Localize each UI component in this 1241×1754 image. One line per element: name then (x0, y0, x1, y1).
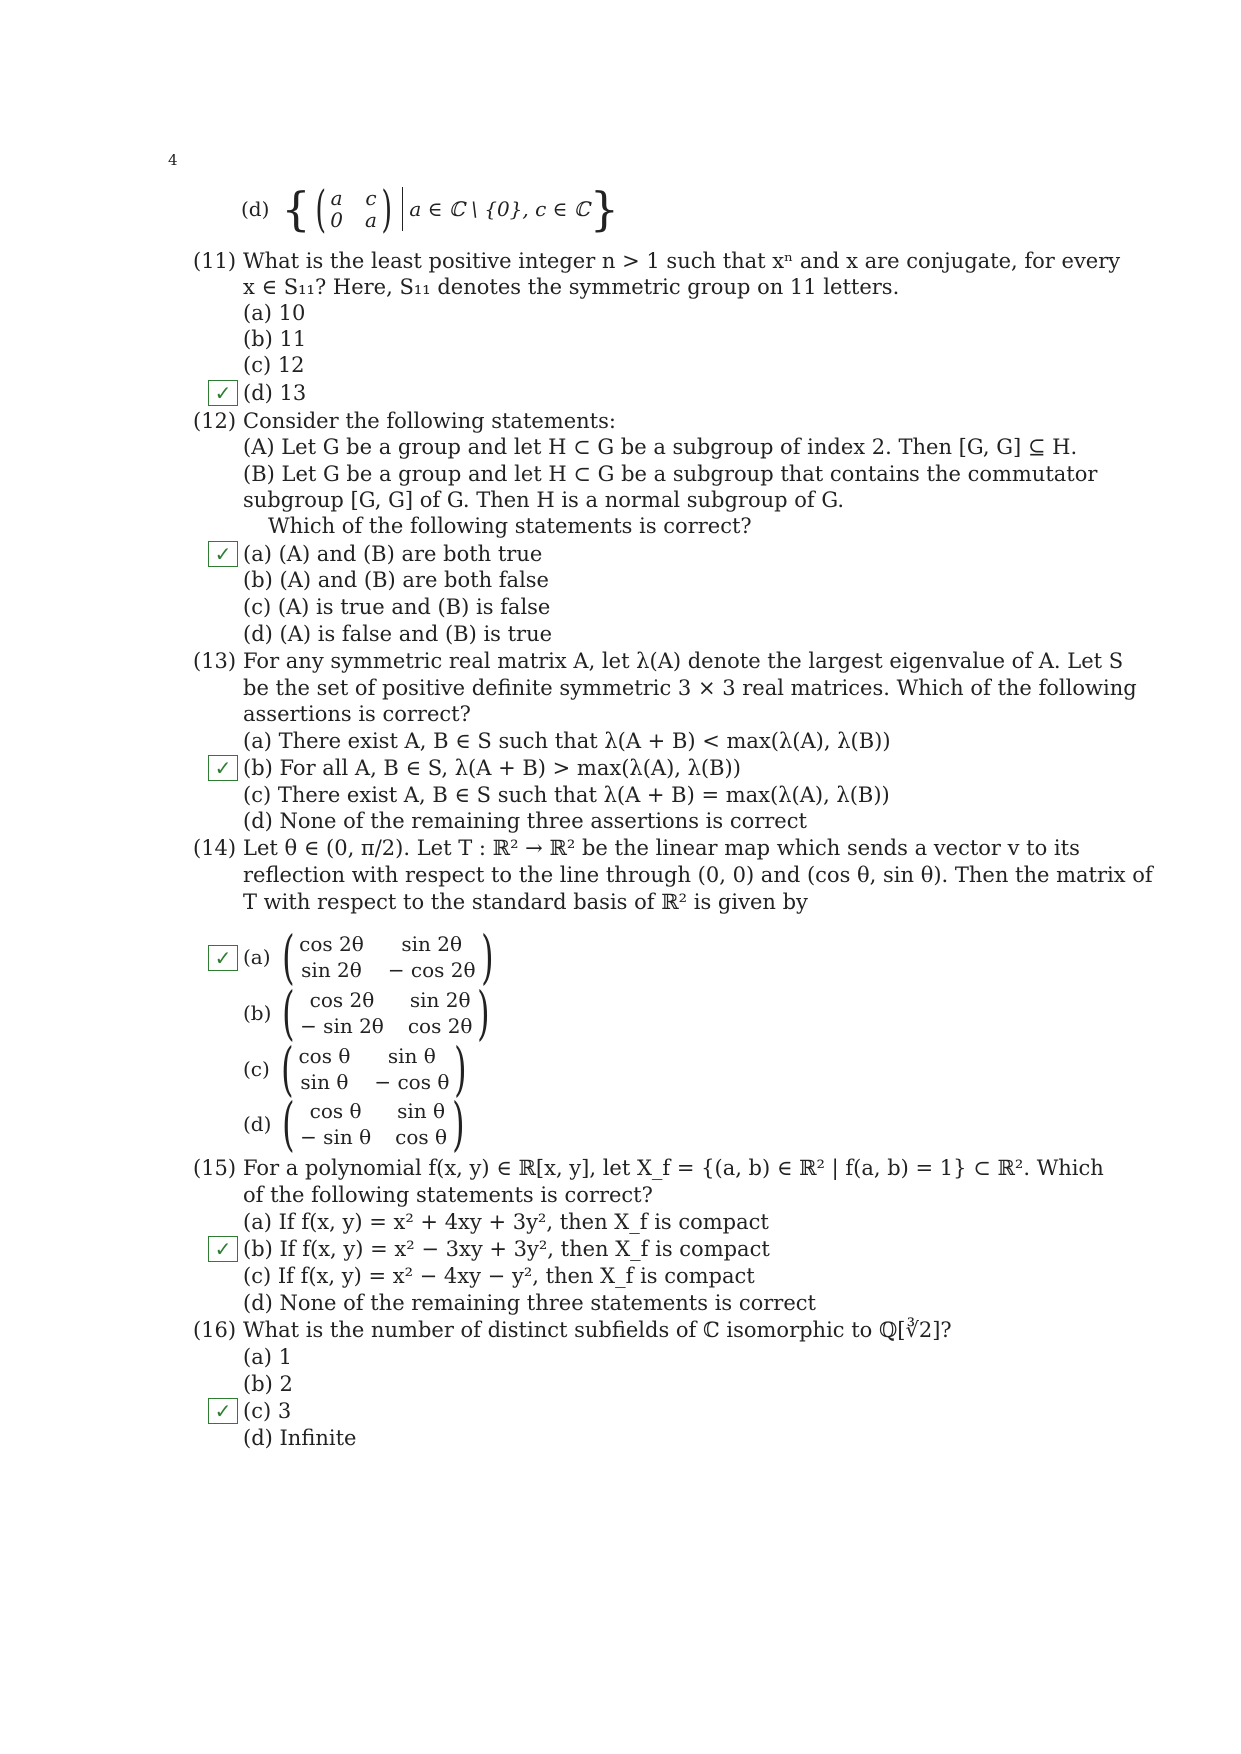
q16-option: (c) 3 (243, 1399, 292, 1423)
left-paren: ( (315, 180, 326, 238)
q13-option: (c) There exist A, B ∈ S such that λ(A + B) = max(λ(A), λ(B)) (243, 783, 890, 807)
matrix-cell: sin 2θ (301, 958, 362, 982)
matrix-cell: c (365, 186, 377, 210)
q10-option-d (241, 180, 619, 238)
q11-line: What is the least positive integer n > 1 such that xⁿ and x are conjugate, for every (243, 249, 1121, 273)
q13-option: (a) There exist A, B ∈ S such that λ(A + B) < max(λ(A), λ(B)) (243, 729, 891, 753)
matrix-cell: sin 2θ (401, 932, 463, 956)
q15-number: (15) (193, 1156, 237, 1180)
left-paren: ( (280, 1035, 294, 1103)
q14-option-d (243, 1090, 470, 1158)
correct-check-icon: ✓ (208, 755, 238, 781)
option-label: (d) (243, 1112, 272, 1136)
q15-option: (a) If f(x, y) = x² + 4xy + 3y², then X_f is compact (243, 1210, 769, 1234)
q11-line: x ∈ S₁₁? Here, S₁₁ denotes the symmetric group on 11 letters. (243, 275, 900, 299)
correct-check-icon: ✓ (208, 1398, 238, 1424)
q12-line: subgroup [G, G] of G. Then H is a normal subgroup of G. (243, 488, 845, 512)
correct-check-icon: ✓ (208, 1236, 238, 1262)
matrix (299, 932, 475, 982)
left-paren: ( (282, 979, 295, 1047)
q11-option: (d) 13 (243, 381, 307, 405)
matrix-cell: a (364, 208, 377, 232)
q12-option: (a) (A) and (B) are both true (243, 542, 543, 566)
matrix-cell: − sin θ (300, 1125, 372, 1149)
q13-line: be the set of positive definite symmetric 3 × 3 real matrices. Which of the following (243, 676, 1137, 700)
correct-check-icon: ✓ (208, 380, 238, 406)
matrix-cell: cos θ (395, 1125, 448, 1149)
matrix (300, 988, 472, 1038)
q13-number: (13) (193, 649, 237, 673)
q12-option: (d) (A) is false and (B) is true (243, 622, 553, 646)
q11-option: (c) 12 (243, 353, 305, 377)
left-paren: ( (282, 1090, 295, 1158)
q11-number: (11) (193, 249, 237, 273)
right-paren: ) (452, 1090, 465, 1158)
right-paren: ) (477, 979, 491, 1047)
matrix-cell: − cos 2θ (387, 958, 476, 982)
q11-option: (a) 10 (243, 301, 306, 325)
matrix-cell: sin 2θ (409, 988, 471, 1012)
matrix-cell: cos 2θ (299, 932, 364, 956)
q16-number: (16) (193, 1318, 237, 1342)
q16-option: (b) 2 (243, 1372, 293, 1396)
q10-condition: a ∈ ℂ \ {0}, c ∈ ℂ (409, 197, 590, 221)
matrix-cell: cos 2θ (407, 1014, 473, 1038)
q14-number: (14) (193, 836, 237, 860)
q12-line: Consider the following statements: (243, 409, 616, 433)
q10-option-d-label: (d) (241, 197, 270, 221)
q12-line: (A) Let G be a group and let H ⊂ G be a subgroup of index 2. Then [G, G] ⊆ H. (243, 435, 1078, 459)
q11-option: (b) 11 (243, 327, 307, 351)
right-paren: ) (454, 1035, 467, 1103)
q16-option: (d) Infinite (243, 1426, 357, 1450)
q12-number: (12) (193, 409, 237, 433)
q16-line: What is the number of distinct subfields of ℂ isomorphic to ℚ[∛2]? (243, 1318, 952, 1342)
option-label: (a) (243, 945, 271, 969)
option-label: (c) (243, 1057, 270, 1081)
q14-line: Let θ ∈ (0, π/2). Let T : ℝ² → ℝ² be the linear map which sends a vector v to its (243, 836, 1080, 860)
matrix (298, 1044, 449, 1094)
q14-line: reflection with respect to the line through (0, 0) and (cos θ, sin θ). Then the matrix of (243, 863, 1153, 887)
q13-option: (b) For all A, B ∈ S, λ(A + B) > max(λ(A), λ(B)) (243, 756, 741, 780)
correct-check-icon: ✓ (208, 945, 238, 971)
q13-line: assertions is correct? (243, 702, 471, 726)
q15-line: of the following statements is correct? (243, 1183, 653, 1207)
matrix-cell: cos 2θ (309, 988, 375, 1012)
q13-line: For any symmetric real matrix A, let λ(A) denote the largest eigenvalue of A. Let S (243, 649, 1124, 673)
q14-line: T with respect to the standard basis of ℝ² is given by (243, 890, 808, 914)
q10-matrix (330, 187, 377, 231)
q12-option: (c) (A) is true and (B) is false (243, 595, 551, 619)
correct-check-icon: ✓ (208, 541, 238, 567)
q13-option: (d) None of the remaining three assertions is correct (243, 809, 807, 833)
q15-option: (d) None of the remaining three statements is correct (243, 1291, 816, 1315)
set-bar (402, 187, 403, 231)
matrix-cell: sin θ (397, 1099, 446, 1123)
matrix-cell: cos θ (309, 1099, 362, 1123)
matrix-cell: a (330, 186, 343, 210)
right-paren: ) (480, 923, 494, 991)
q12-option: (b) (A) and (B) are both false (243, 568, 549, 592)
matrix-cell: sin θ (300, 1070, 349, 1094)
q12-line: Which of the following statements is correct? (268, 514, 752, 538)
right-paren: ) (381, 180, 393, 238)
option-label: (b) (243, 1001, 272, 1025)
matrix (300, 1099, 447, 1149)
q16-option: (a) 1 (243, 1345, 292, 1369)
q14-option-c (243, 1035, 472, 1103)
left-brace: { (281, 182, 311, 236)
q14-option-a (243, 923, 498, 991)
matrix-cell: cos θ (298, 1044, 351, 1068)
left-paren: ( (281, 923, 295, 991)
matrix-cell: sin θ (387, 1044, 436, 1068)
matrix-cell: − sin 2θ (300, 1014, 384, 1038)
q15-option: (b) If f(x, y) = x² − 3xy + 3y², then X_f is compact (243, 1237, 770, 1261)
q12-line: (B) Let G be a group and let H ⊂ G be a subgroup that contains the commutator (243, 462, 1098, 486)
page-number: 4 (168, 151, 178, 169)
q14-option-b (243, 979, 495, 1047)
right-brace: } (589, 182, 620, 236)
matrix-cell: − cos θ (374, 1070, 450, 1094)
matrix-cell: 0 (330, 208, 343, 232)
q15-option: (c) If f(x, y) = x² − 4xy − y², then X_f is compact (243, 1264, 755, 1288)
q15-line: For a polynomial f(x, y) ∈ ℝ[x, y], let X_f = {(a, b) ∈ ℝ² | f(a, b) = 1} ⊂ ℝ². Which (243, 1156, 1104, 1180)
